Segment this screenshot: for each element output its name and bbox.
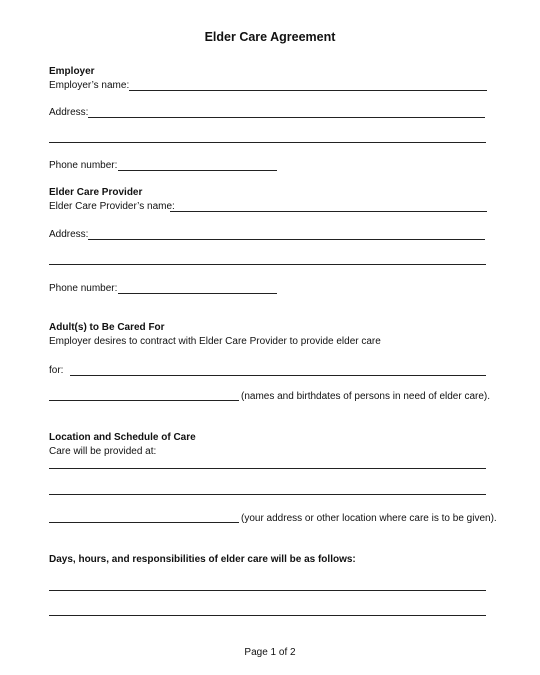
provider-phone-field[interactable] <box>118 293 277 294</box>
provider-name-field[interactable] <box>170 211 487 212</box>
employer-name-field[interactable] <box>129 90 487 91</box>
adults-names-field[interactable] <box>49 400 239 401</box>
location-address-field-line-2[interactable] <box>49 494 486 495</box>
location-address-note: (your address or other location where care is to be given). <box>241 513 497 524</box>
adults-heading: Adult(s) to Be Cared For <box>49 322 165 333</box>
employer-address-label: Address: <box>49 107 89 118</box>
employer-phone-label: Phone number: <box>49 160 118 171</box>
location-address-field-line-3[interactable] <box>49 522 239 523</box>
provider-heading: Elder Care Provider <box>49 187 143 198</box>
location-address-field[interactable] <box>49 468 486 469</box>
adults-names-note: (names and birthdates of persons in need of elder care). <box>241 391 491 402</box>
employer-name-label: Employer’s name: <box>49 80 130 91</box>
adults-for-label: for: <box>49 365 64 376</box>
schedule-heading: Days, hours, and responsibilities of elder care will be as follows: <box>49 554 356 565</box>
location-heading: Location and Schedule of Care <box>49 432 196 443</box>
document-title: Elder Care Agreement <box>204 30 336 44</box>
employer-address-field[interactable] <box>88 117 485 118</box>
schedule-field-line-1[interactable] <box>49 590 486 591</box>
adults-intro-text: Employer desires to contract with Elder Care Provider to provide elder care <box>49 336 381 347</box>
location-intro-text: Care will be provided at: <box>49 446 157 457</box>
page-number: Page 1 of 2 <box>244 647 296 658</box>
provider-address-label: Address: <box>49 229 89 240</box>
provider-address-field[interactable] <box>88 239 485 240</box>
employer-heading: Employer <box>49 66 95 77</box>
adults-for-field[interactable] <box>70 375 486 376</box>
provider-name-label: Elder Care Provider’s name: <box>49 201 175 212</box>
employer-address-field-line-2[interactable] <box>49 142 486 143</box>
provider-address-field-line-2[interactable] <box>49 264 486 265</box>
schedule-field-line-2[interactable] <box>49 615 486 616</box>
employer-phone-field[interactable] <box>118 170 277 171</box>
provider-phone-label: Phone number: <box>49 283 118 294</box>
